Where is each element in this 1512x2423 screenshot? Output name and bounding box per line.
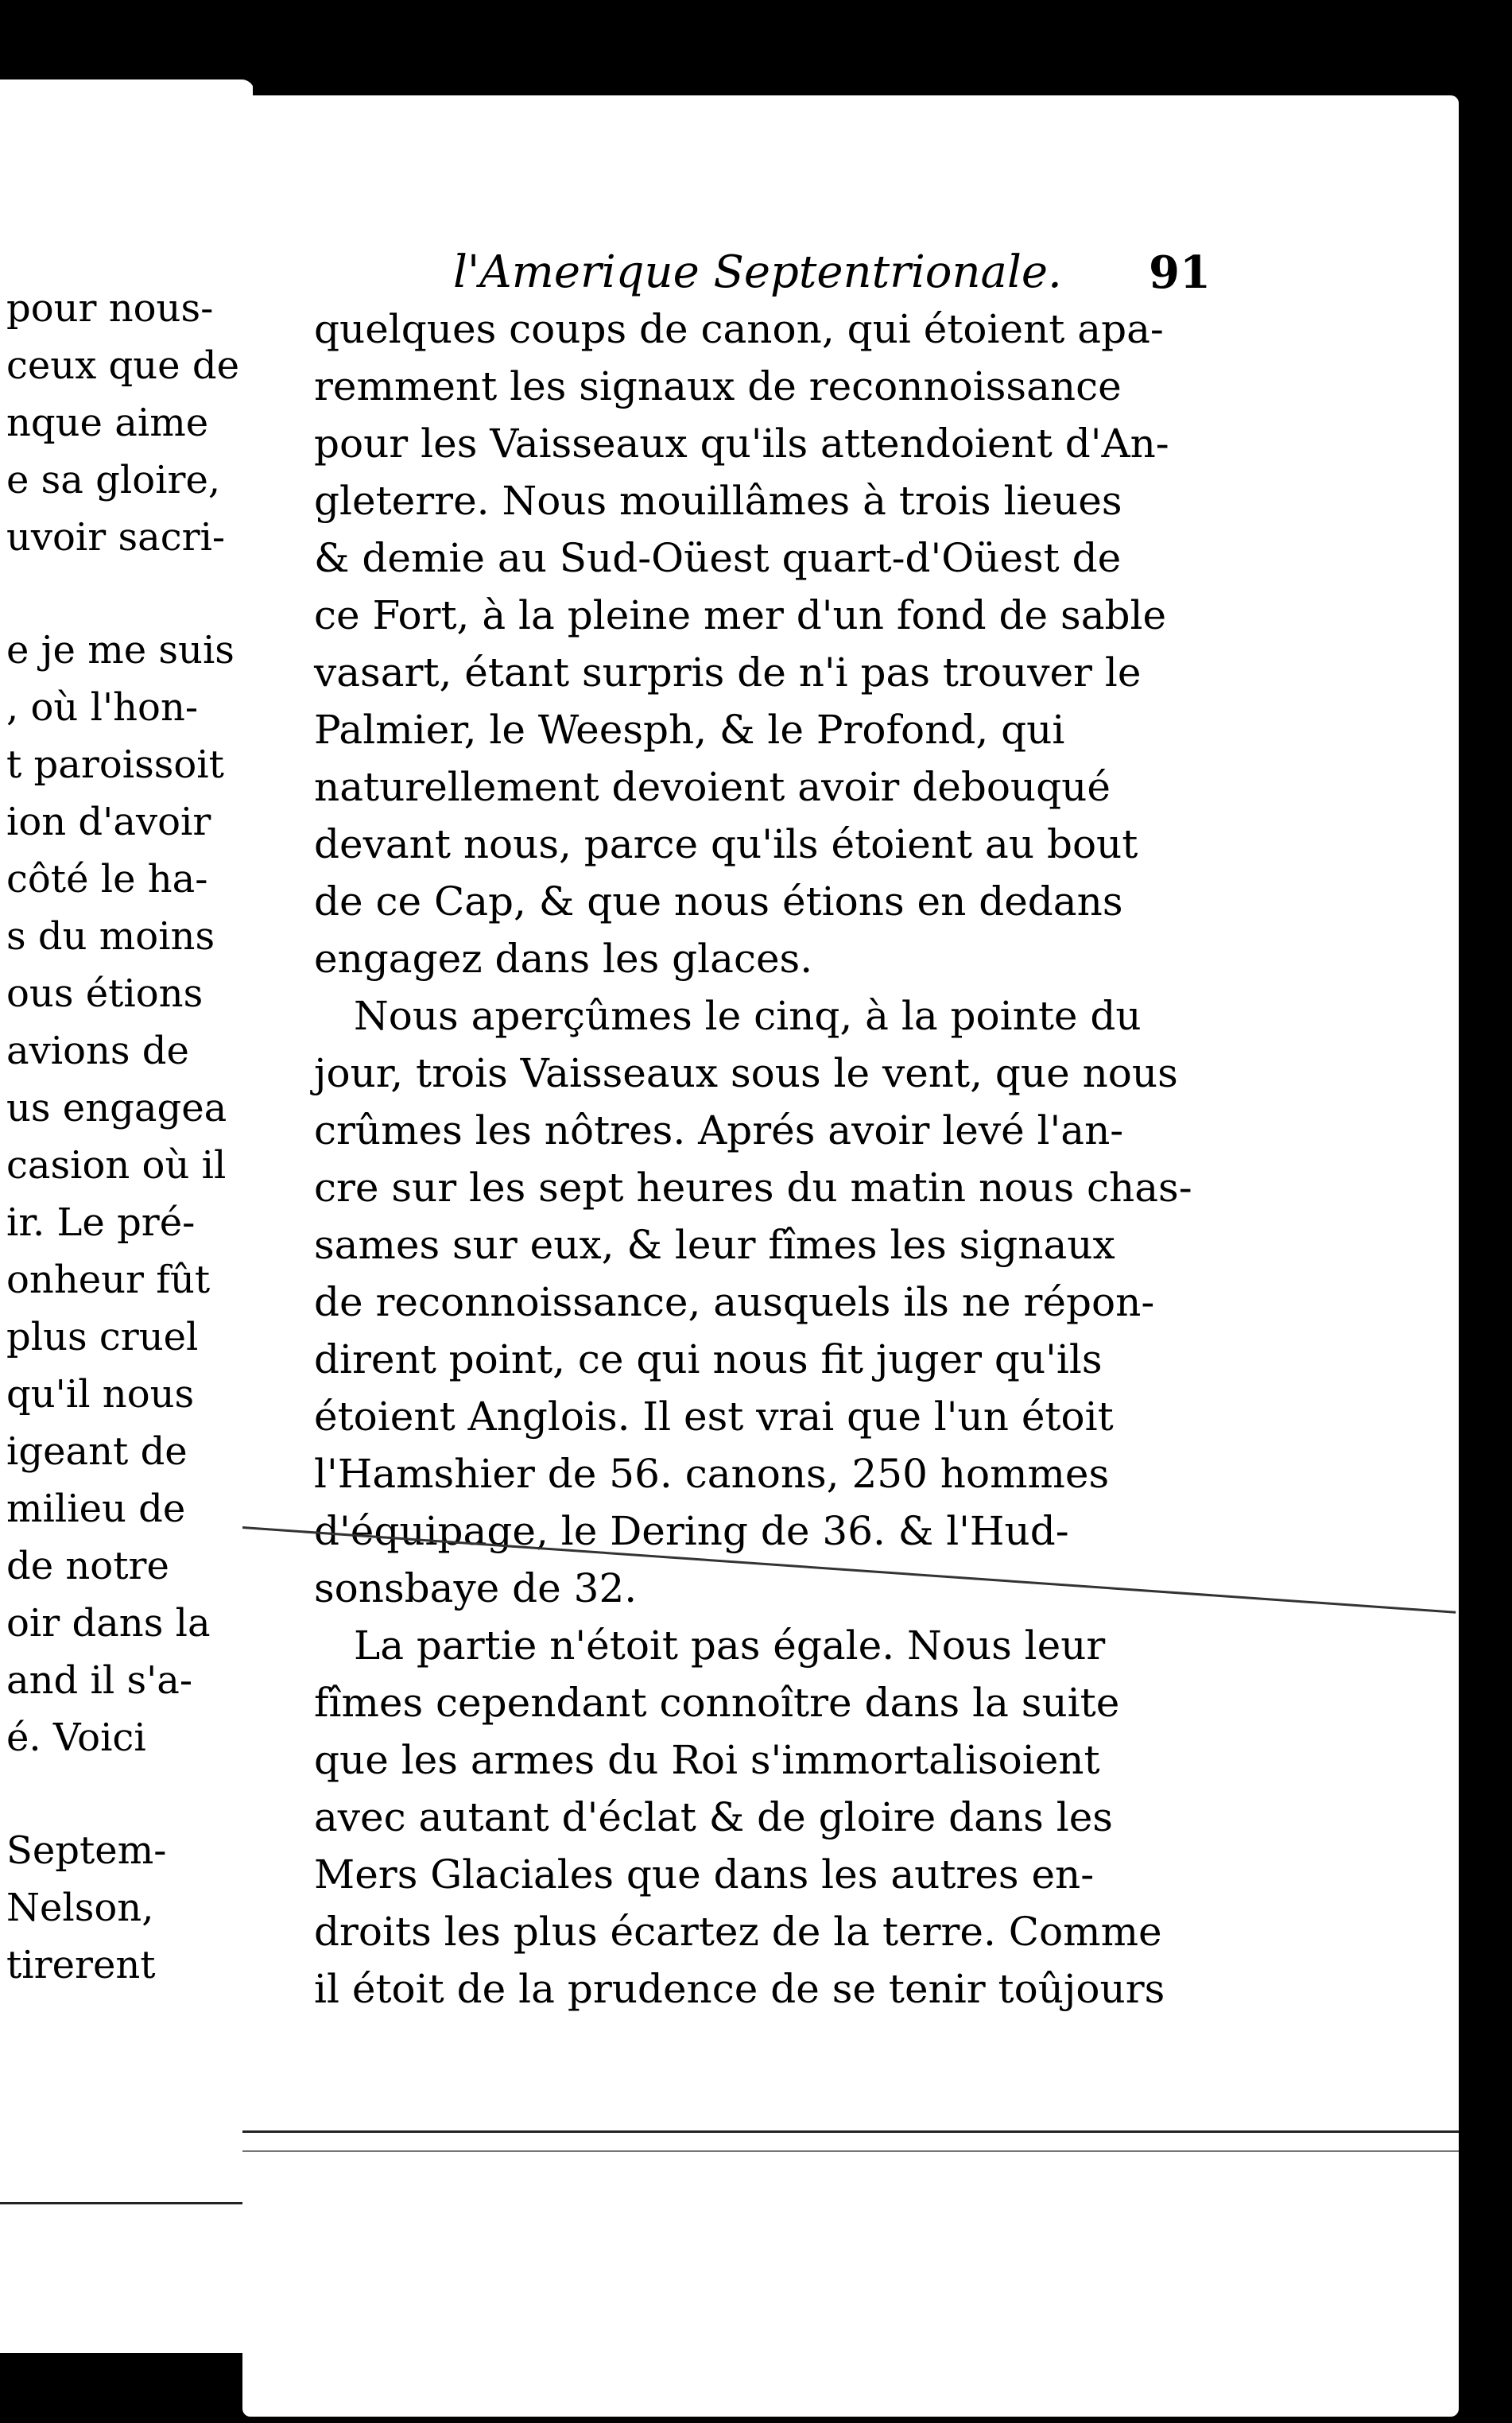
left-line-17: plus cruel: [6, 1315, 199, 1359]
text-line-11: engagez dans les glaces.: [314, 936, 813, 982]
text-line-14: crûmes les nôtres. Aprés avoir levé l'an-: [314, 1107, 1124, 1153]
text-line-19: étoient Anglois. Il est vrai que l'un étoit: [314, 1394, 1114, 1440]
left-line-8: ion d'avoir: [6, 800, 211, 844]
left-line-24: é. Voici: [6, 1715, 146, 1760]
text-line-10: de ce Cap, & que nous étions en dedans: [314, 878, 1123, 925]
left-line-3: e sa gloire,: [6, 458, 221, 502]
bottom-rule-thin: [242, 2150, 1459, 2152]
running-header: l'Amerique Septentrionale.: [453, 246, 1062, 298]
left-line-2: nque aime: [6, 401, 209, 445]
left-line-23: and il s'a-: [6, 1658, 193, 1703]
right-page: [242, 95, 1459, 2417]
left-line-15: ir. Le pré-: [6, 1200, 196, 1245]
text-line-26: avec autant d'éclat & de gloire dans les: [314, 1794, 1113, 1840]
left-line-18: qu'il nous: [6, 1372, 195, 1417]
text-line-27: Mers Glaciales que dans les autres en-: [314, 1851, 1095, 1898]
text-line-0: quelques coups de canon, qui étoient apa-: [314, 306, 1164, 352]
left-line-27: tirerent: [6, 1943, 156, 1987]
left-line-20: milieu de: [6, 1487, 186, 1531]
left-line-12: avions de: [6, 1029, 189, 1073]
left-line-14: casion où il: [6, 1143, 227, 1188]
text-line-17: de reconnoissance, ausquels ils ne répon-: [314, 1279, 1155, 1325]
text-line-24: fîmes cependant connoître dans la suite: [314, 1680, 1120, 1726]
left-line-9: côté le ha-: [6, 857, 208, 901]
left-line-10: s du moins: [6, 914, 215, 959]
text-line-22: sonsbaye de 32.: [314, 1565, 638, 1611]
left-line-0: pour nous-: [6, 286, 214, 331]
page-number: 91: [1149, 246, 1211, 299]
text-line-4: & demie au Sud-Oüest quart-d'Oüest de: [314, 535, 1122, 581]
left-line-16: onheur fût: [6, 1258, 211, 1302]
left-line-5: e je me suis: [6, 628, 235, 673]
text-line-7: Palmier, le Weesph, & le Profond, qui: [314, 707, 1065, 753]
left-line-19: igeant de: [6, 1429, 188, 1474]
text-line-2: pour les Vaisseaux qu'ils attendoient d'An-: [314, 421, 1169, 467]
text-line-8: naturellement devoient avoir debouqué: [314, 764, 1111, 810]
text-line-18: dirent point, ce qui nous fit juger qu'ils: [314, 1336, 1103, 1382]
left-line-22: oir dans la: [6, 1601, 211, 1646]
text-line-29: il étoit de la prudence de se tenir toûjours: [314, 1966, 1165, 2012]
text-line-28: droits les plus écartez de la terre. Comme: [314, 1909, 1162, 1955]
text-line-16: sames sur eux, & leur fîmes les signaux: [314, 1222, 1115, 1268]
left-page-rule: [0, 2202, 254, 2204]
left-line-21: de notre: [6, 1544, 169, 1588]
text-line-3: gleterre. Nous mouillâmes à trois lieues: [314, 478, 1122, 524]
left-line-4: uvoir sacri-: [6, 515, 226, 560]
left-line-1: ceux que de: [6, 343, 239, 388]
text-line-1: remment les signaux de reconnoissance: [314, 363, 1122, 409]
text-line-12: Nous aperçûmes le cinq, à la pointe du: [354, 993, 1142, 1039]
left-line-26: Nelson,: [6, 1886, 154, 1930]
text-line-25: que les armes du Roi s'immortalisoient: [314, 1737, 1100, 1783]
text-line-15: cre sur les sept heures du matin nous chas-: [314, 1165, 1192, 1211]
text-line-6: vasart, étant surpris de n'i pas trouver le: [314, 649, 1142, 696]
text-line-5: ce Fort, à la pleine mer d'un fond de sable: [314, 592, 1167, 638]
left-page: [0, 79, 254, 2353]
text-line-23: La partie n'étoit pas égale. Nous leur: [354, 1622, 1106, 1669]
text-line-21: d'équipage, le Dering de 36. & l'Hud-: [314, 1508, 1069, 1554]
left-line-6: , où l'hon-: [6, 685, 199, 730]
left-line-11: ous étions: [6, 971, 204, 1016]
left-line-13: us engagea: [6, 1086, 227, 1130]
text-line-9: devant nous, parce qu'ils étoient au bout: [314, 821, 1138, 867]
left-line-7: t paroissoit: [6, 742, 224, 787]
text-line-20: l'Hamshier de 56. canons, 250 hommes: [314, 1451, 1110, 1497]
bottom-rule: [242, 2130, 1459, 2133]
left-line-25: Septem-: [6, 1828, 167, 1873]
text-line-13: jour, trois Vaisseaux sous le vent, que nous: [314, 1050, 1178, 1096]
page-edge: [1459, 95, 1512, 2417]
